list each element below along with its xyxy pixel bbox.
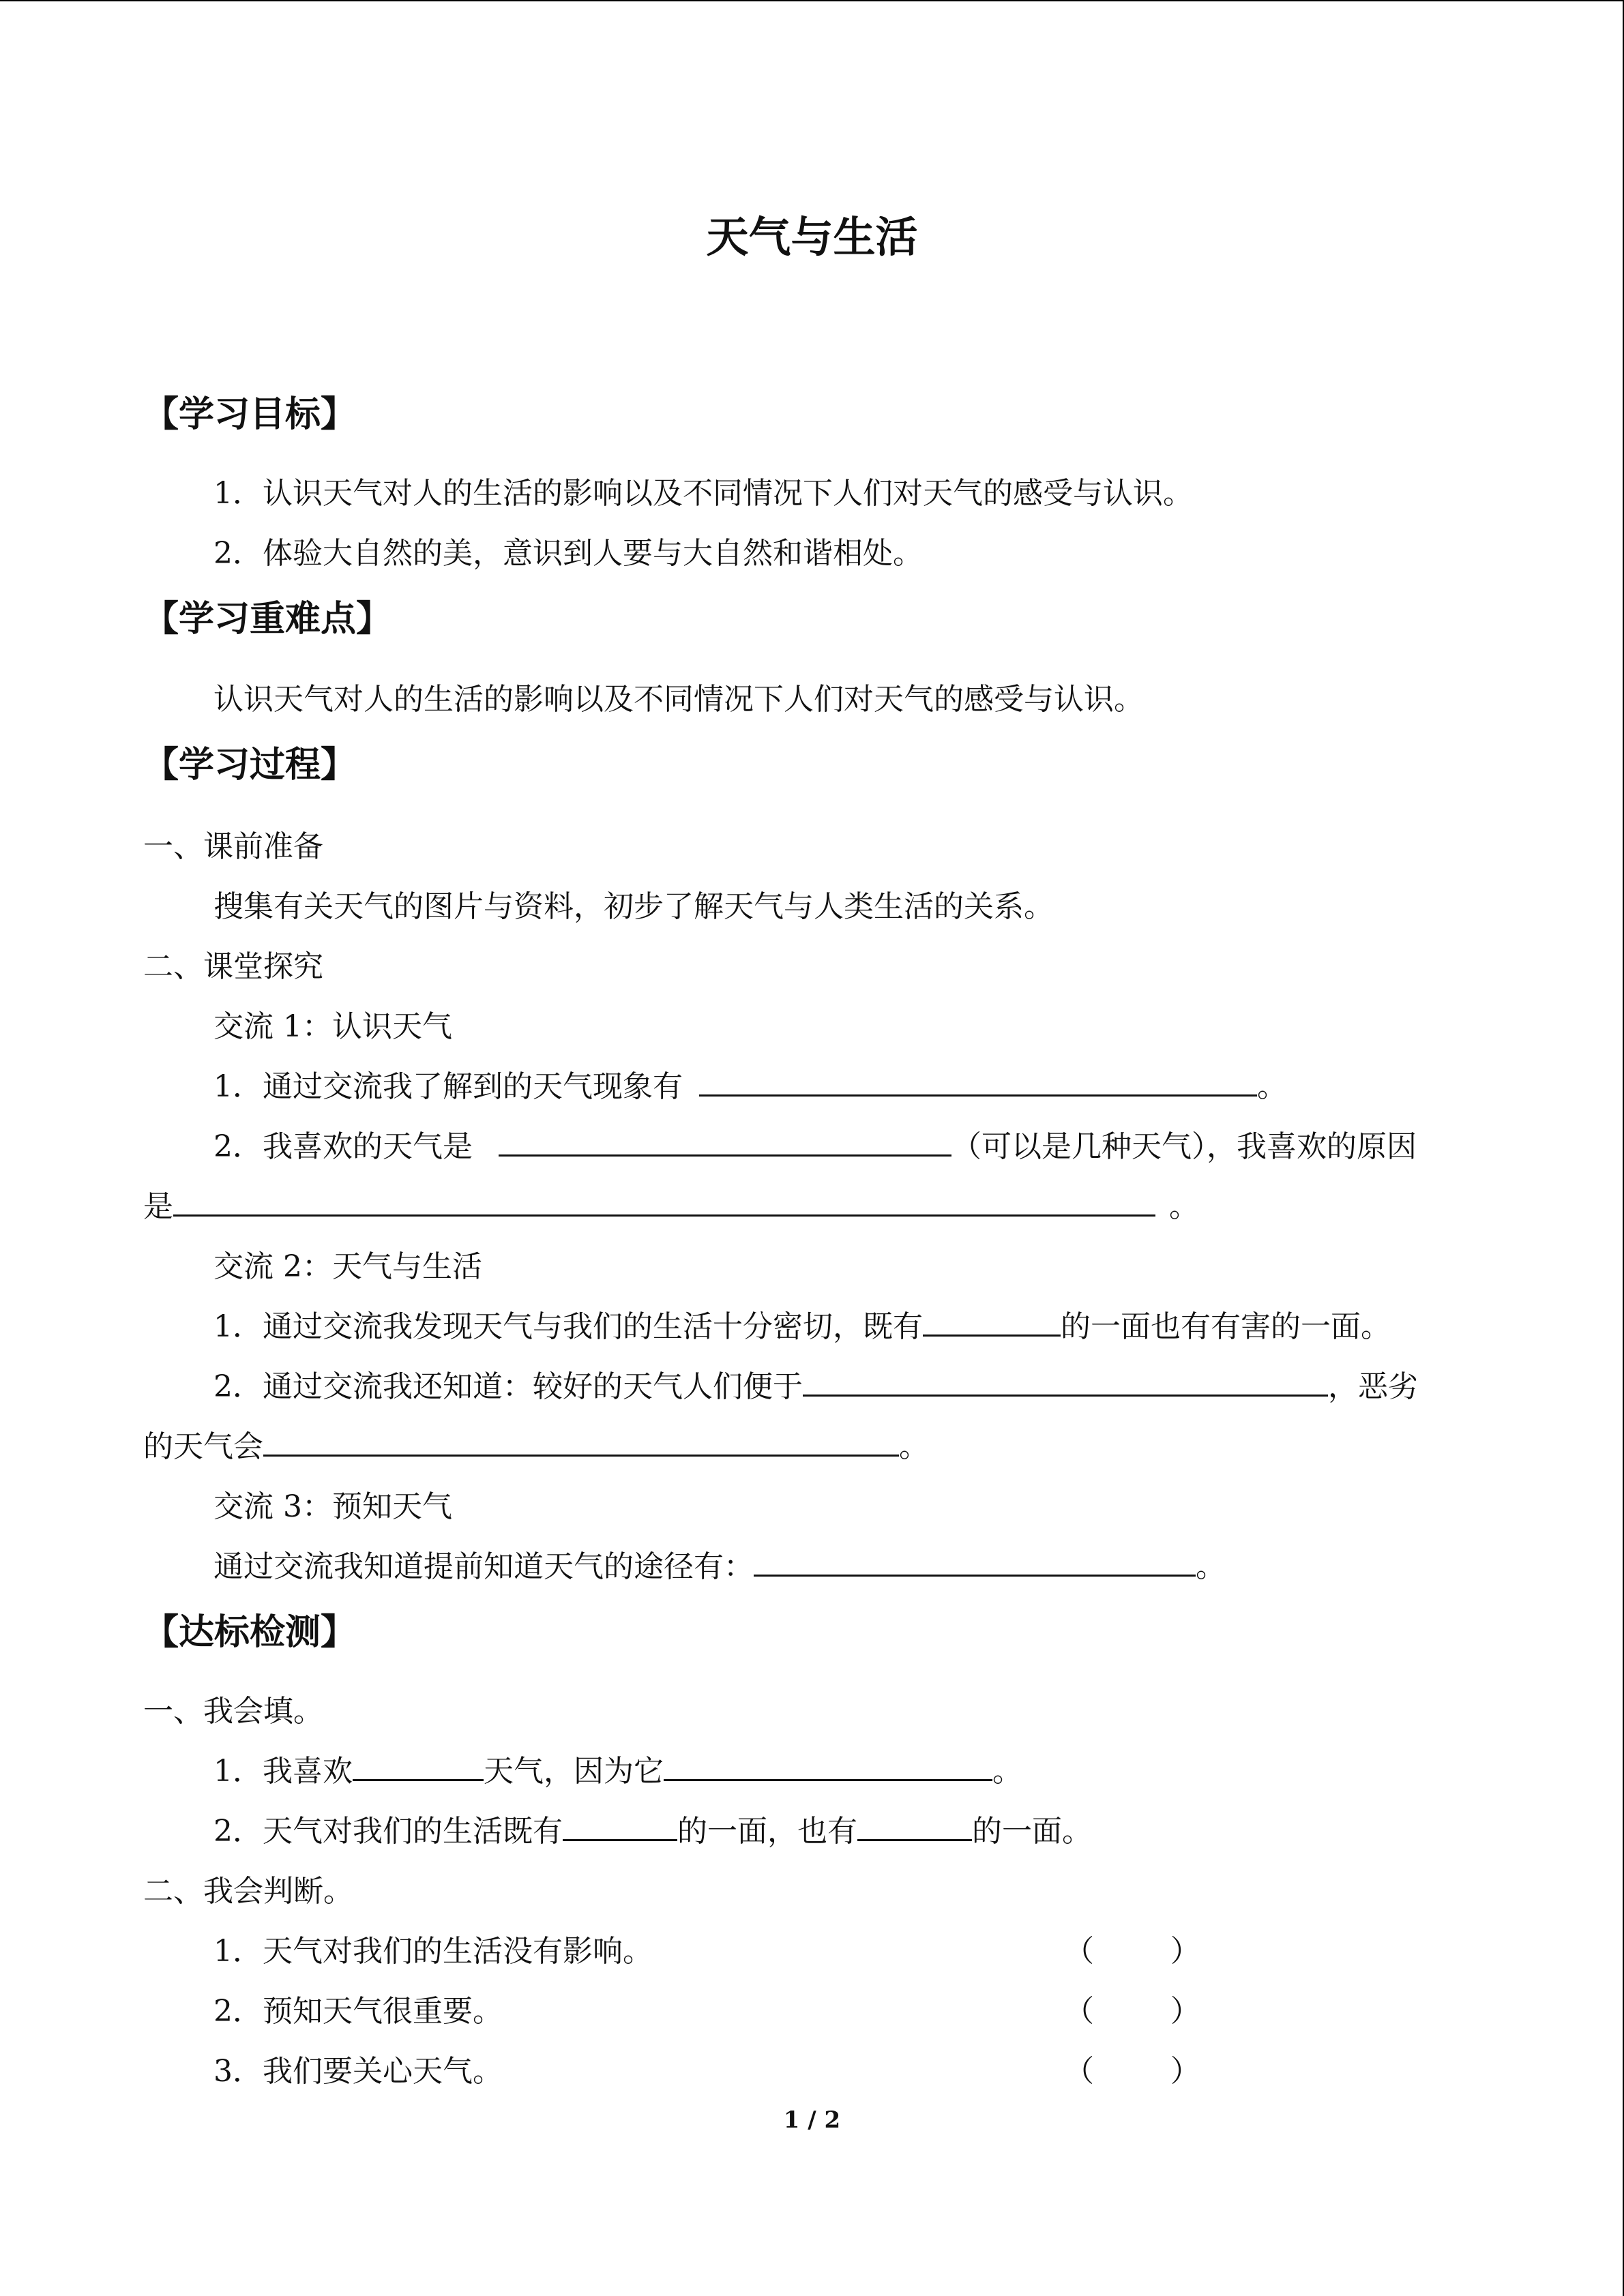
exchange1-question2-line2 — [143, 1185, 1199, 1229]
section-heading-process: 【学习过程】 — [143, 745, 357, 786]
question-text: 是 — [143, 1189, 173, 1224]
question-text: 2．天气对我们的生活既有 — [213, 1814, 563, 1849]
exchange3-question — [213, 1545, 1226, 1589]
question-text-continued: 天气，因为它 — [484, 1754, 664, 1789]
question-text-continued: ，恶劣 — [1328, 1369, 1418, 1404]
question-end: 。 — [899, 1429, 929, 1464]
exchange2-question2 — [213, 1365, 1418, 1409]
answer-blank[interactable] — [754, 1547, 1196, 1577]
answer-blank[interactable] — [664, 1752, 992, 1781]
question-text: 的天气会 — [143, 1429, 263, 1464]
answer-blank[interactable] — [173, 1187, 1155, 1217]
question-end: 。 — [992, 1754, 1022, 1789]
section-heading-goals: 【学习目标】 — [143, 394, 357, 435]
question-end: 的一面。 — [972, 1814, 1092, 1849]
question-text: 1．通过交流我发现天气与我们的生活十分密切，既有 — [213, 1309, 923, 1344]
exchange2-question2-line2 — [143, 1425, 929, 1469]
judge-question-2: 2．预知天气很重要。 — [213, 1994, 503, 2029]
question-text-continued: 的一面也有有害的一面。 — [1061, 1309, 1391, 1344]
exchange2-question1 — [213, 1305, 1391, 1349]
part1-text: 搜集有关天气的图片与资料，初步了解天气与人类生活的关系。 — [213, 889, 1054, 924]
answer-blank[interactable] — [563, 1812, 677, 1841]
fill-question-1 — [213, 1750, 1022, 1793]
judge-question-3: 3．我们要关心天气。 — [213, 2054, 503, 2089]
question-text: 2．通过交流我还知道：较好的天气人们便于 — [213, 1369, 803, 1404]
question-end: 。 — [1169, 1189, 1199, 1224]
key-point-text: 认识天气对人的生活的影响以及不同情况下人们对天气的感受与认识。 — [213, 682, 1144, 717]
goal-item-1: 1．认识天气对人的生活的影响以及不同情况下人们对天气的感受与认识。 — [213, 476, 1193, 511]
fill-question-2 — [213, 1810, 1092, 1853]
question-text-continued: （可以是几种天气），我喜欢的原因 — [951, 1129, 1417, 1164]
question-text: 2．我喜欢的天气是 — [213, 1129, 473, 1164]
section-heading-test: 【达标检测】 — [143, 1612, 357, 1653]
judge-question-1: 1．天气对我们的生活没有影响。 — [213, 1934, 653, 1969]
exchange2-title: 交流 2：天气与生活 — [213, 1249, 482, 1284]
exchange3-title: 交流 3：预知天气 — [213, 1489, 452, 1524]
answer-blank[interactable] — [353, 1752, 484, 1781]
judge-answer-box-3[interactable]: （ ） — [1064, 2054, 1200, 2089]
answer-blank[interactable] — [263, 1427, 899, 1457]
answer-blank[interactable] — [803, 1367, 1328, 1397]
judge-answer-box-1[interactable]: （ ） — [1064, 1934, 1200, 1969]
goal-item-2: 2．体验大自然的美，意识到人要与大自然和谐相处。 — [213, 536, 923, 571]
question-end: 。 — [1257, 1069, 1287, 1104]
answer-blank[interactable] — [699, 1067, 1257, 1097]
question-text: 1．我喜欢 — [213, 1754, 353, 1789]
answer-blank[interactable] — [923, 1307, 1061, 1337]
question-end: 。 — [1196, 1549, 1226, 1584]
exchange1-question2 — [213, 1125, 1417, 1169]
judge-title: 二、我会判断。 — [143, 1874, 353, 1909]
page-title: 天气与生活 — [706, 212, 918, 262]
exchange1-question1 — [213, 1065, 1287, 1109]
exchange1-title: 交流 1：认识天气 — [213, 1009, 452, 1044]
part1-title: 一、课前准备 — [143, 829, 323, 864]
page-number: 1 / 2 — [783, 2106, 841, 2134]
judge-answer-box-2[interactable]: （ ） — [1064, 1994, 1200, 2029]
question-text: 通过交流我知道提前知道天气的途径有： — [213, 1549, 754, 1584]
question-text-continued: 的一面，也有 — [677, 1814, 857, 1849]
section-heading-key-points: 【学习重难点】 — [143, 599, 392, 640]
fill-title: 一、我会填。 — [143, 1694, 323, 1729]
answer-blank[interactable] — [499, 1127, 951, 1157]
part2-title: 二、课堂探究 — [143, 949, 323, 984]
answer-blank[interactable] — [857, 1812, 972, 1841]
question-text: 1．通过交流我了解到的天气现象有 — [213, 1069, 683, 1104]
